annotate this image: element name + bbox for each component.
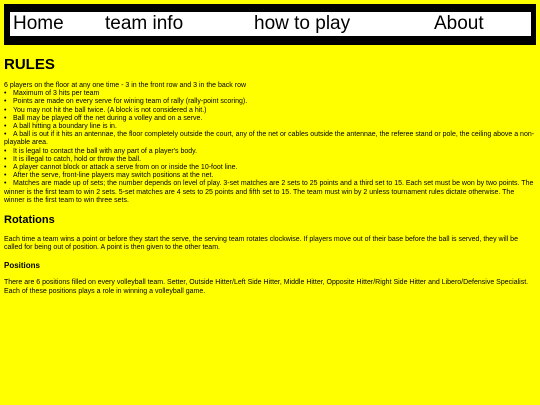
positions-heading: Positions — [4, 261, 41, 271]
rules-list-item: • After the serve, front-line players may switch positions at the net. — [4, 172, 214, 180]
bullet-icon: • — [4, 164, 7, 172]
bullet-icon: • — [4, 180, 7, 188]
rules-list-item: • It is legal to contact the ball with any part of a player's body. — [4, 147, 198, 155]
rules-list-item: • A ball hitting a boundary line is in. — [4, 123, 117, 131]
bullet-icon: • — [4, 106, 7, 114]
rules-intro: 6 players on the floor at any one time - 3 in the front row and 3 in the back row — [4, 82, 247, 89]
rules-list-item: • Matches are made up of sets; the number depends on level of play. 3-set matches are 2 sets to 25 points and a third set to 15. Each set must be won by two points. The winner is the first team to win 2 sets. 5-set matches are 4 sets to 25 points and fifth set to 15. The team must win by 2 unless tournament rules dictate otherwise. The winner is the first team to win three sets. — [4, 180, 536, 205]
main-content — [4, 56, 536, 296]
bullet-icon: • — [4, 123, 7, 131]
bullet-icon: • — [4, 131, 7, 139]
nav-link-home[interactable]: Home — [13, 13, 64, 34]
bullet-icon: • — [4, 172, 7, 180]
nav-link-about[interactable]: About — [434, 13, 484, 34]
positions-paragraph: There are 6 positions filled on every volleyball team. Setter, Outside Hitter/Left Side Hitter, Middle Hitter, Opposite Hitter/Right Side Hitter and Libero/Defensive Specialist. Each of these positions plays a role in winning a volleyball game. — [4, 279, 529, 295]
navigation-menu — [10, 12, 531, 36]
nav-link-how-to-play[interactable]: how to play — [254, 13, 351, 34]
rules-heading: RULES — [4, 56, 55, 73]
rules-list-item: • Ball may be played off the net during a volley and on a serve. — [4, 114, 203, 122]
bullet-icon: • — [4, 155, 7, 163]
nav-link-team-info[interactable]: team info — [105, 13, 184, 34]
rules-list-item: • A player cannot block or attack a serve from on or inside the 10-foot line. — [4, 164, 238, 172]
bullet-icon: • — [4, 147, 7, 155]
bullet-icon: • — [4, 114, 7, 122]
rotations-heading: Rotations — [4, 214, 55, 227]
rules-list — [4, 90, 536, 205]
rules-list-item: • You may not hit the ball twice. (A block is not considered a hit.) — [4, 106, 207, 114]
rules-list-item: • A ball is out if it hits an antennae, the floor completely outside the court, any of the net or cables outside the antennae, the referee stand or pole, the ceiling above a non-playable area. — [4, 131, 536, 147]
bullet-icon: • — [4, 98, 7, 106]
rules-list-item: • Points are made on every serve for wining team of rally (rally-point scoring). — [4, 98, 248, 106]
bullet-icon: • — [4, 90, 7, 98]
rules-list-item: • Maximum of 3 hits per team — [4, 90, 100, 98]
rules-list-item: • It is illegal to catch, hold or throw the ball. — [4, 155, 142, 163]
navigation-bar — [4, 4, 536, 45]
rotations-paragraph: Each time a team wins a point or before they start the serve, the serving team rotates clockwise. If players move out of their base before the ball is served, they will be called for being out of position. A point is then given to the other team. — [4, 236, 518, 252]
